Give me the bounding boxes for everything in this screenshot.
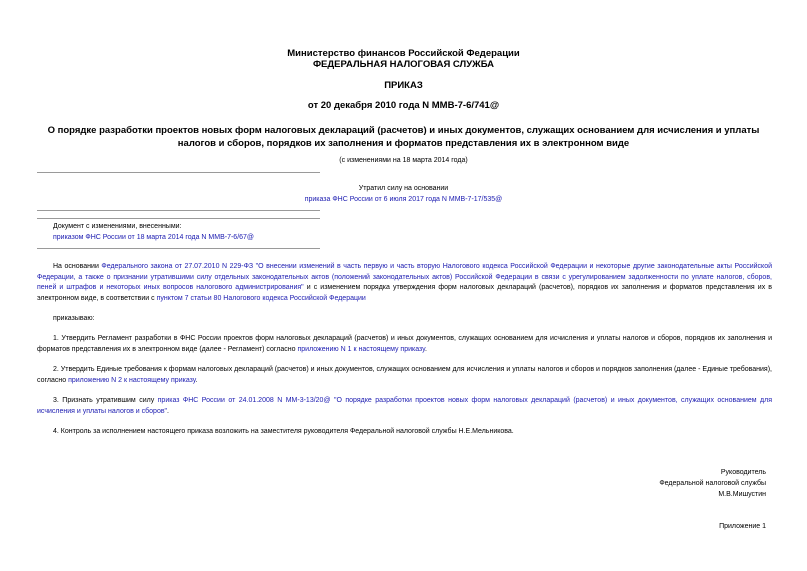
doc-date-number: от 20 декабря 2010 года N ММВ-7-6/741@ xyxy=(307,100,500,111)
changes-label: Документ с изменениями, внесенными: xyxy=(53,223,182,230)
appendix-2-link[interactable]: приложению N 2 к настоящему приказу xyxy=(68,376,196,384)
appendix-label: Приложение 1 xyxy=(719,523,766,530)
divider xyxy=(37,172,320,173)
preamble-text: и с изменением порядка утверждения форм налоговых деклараций (расчетов), порядков их заполнения и форматов представления их в электронном виде, в соответствии с xyxy=(37,284,772,302)
item-3-end: . xyxy=(167,407,169,415)
service-name: ФЕДЕРАЛЬНАЯ НАЛОГОВАЯ СЛУЖБА xyxy=(312,59,495,70)
item-3 xyxy=(37,396,772,417)
repealed-order-link[interactable]: приказ ФНС России от 24.01.2008 N ММ-3-13/20@ "О порядке разработки проектов новых форм налоговых деклараций (расчетов) и иных документов, служащих основанием для исчисления и уплаты налогов и сборов" xyxy=(37,397,772,415)
order-word: приказываю: xyxy=(53,315,95,322)
item-2 xyxy=(37,365,772,386)
divider xyxy=(37,248,320,249)
lost-force-text: Утратил силу на основании xyxy=(358,185,449,192)
ministry-name: Министерство финансов Российской Федерации xyxy=(287,48,520,59)
item-1-end: . xyxy=(424,345,427,353)
item-2-end: . xyxy=(195,376,198,384)
doc-title: О порядке разработки проектов новых форм налоговых деклараций (расчетов) и иных документов, служащих основанием для исчисления и уплаты налогов и сборов, порядков их заполнения и форматов представления их в электронном виде xyxy=(47,125,760,149)
item-1 xyxy=(37,334,772,355)
divider xyxy=(37,210,320,211)
signature-block xyxy=(659,467,766,500)
item-3-text: 3. Признать утратившим силу xyxy=(53,397,158,404)
federal-law-link[interactable]: Федерального закона от 27.07.2010 N 229-ФЗ "О внесении изменений в часть первую и часть вторую Налогового кодекса Российской Федерации и некоторые другие законодательные акты Российской Федерации, а также о признании утратившими силу отдельных законодательных актов (положений законодательных актов) Российской Федерации в связи с урегулированием задолженности по уплате налогов, сборов, пеней и штрафов и некоторых иных вопросов налогового администрирования" xyxy=(37,263,772,291)
signature-name: М.В.Мишустин xyxy=(718,491,766,498)
doc-type: ПРИКАЗ xyxy=(384,80,423,91)
item-4: 4. Контроль за исполнением настоящего приказа возложить на заместителя руководителя Федеральной налоговой службы Н.Е.Мельникова. xyxy=(53,428,514,435)
preamble-paragraph xyxy=(37,262,772,304)
signature-organization: Федеральной налоговой службы xyxy=(659,480,766,487)
tax-code-link[interactable]: пунктом 7 статьи 80 Налогового кодекса Российской Федерации xyxy=(156,294,366,302)
item-1-text: 1. Утвердить Регламент разработки в ФНС России проектов форм налоговых деклараций (расчетов) и иных документов, служащих основанием для исчисления и уплаты налогов и сборов, порядков их заполнения и форматов представления их в электронном виде (далее - Регламент) согласно xyxy=(37,335,772,353)
preamble-text: На основании xyxy=(53,263,102,270)
item-2-text: 2. Утвердить Единые требования к формам налоговых деклараций (расчетов) и иных документов, служащих основанием для исчисления и уплаты налогов и сборов и порядков заполнения (далее - Единые требования), согласно xyxy=(37,366,772,384)
lost-force-link[interactable]: приказа ФНС России от 6 июля 2017 года N ММВ-7-17/535@ xyxy=(304,196,503,203)
signature-position: Руководитель xyxy=(720,469,766,476)
divider xyxy=(37,218,320,219)
amended-note: (с изменениями на 18 марта 2014 года) xyxy=(339,157,468,164)
changes-link[interactable]: приказом ФНС России от 18 марта 2014 года N ММВ-7-6/67@ xyxy=(53,234,255,241)
appendix-1-link[interactable]: приложению N 1 к настоящему приказу xyxy=(297,345,425,353)
